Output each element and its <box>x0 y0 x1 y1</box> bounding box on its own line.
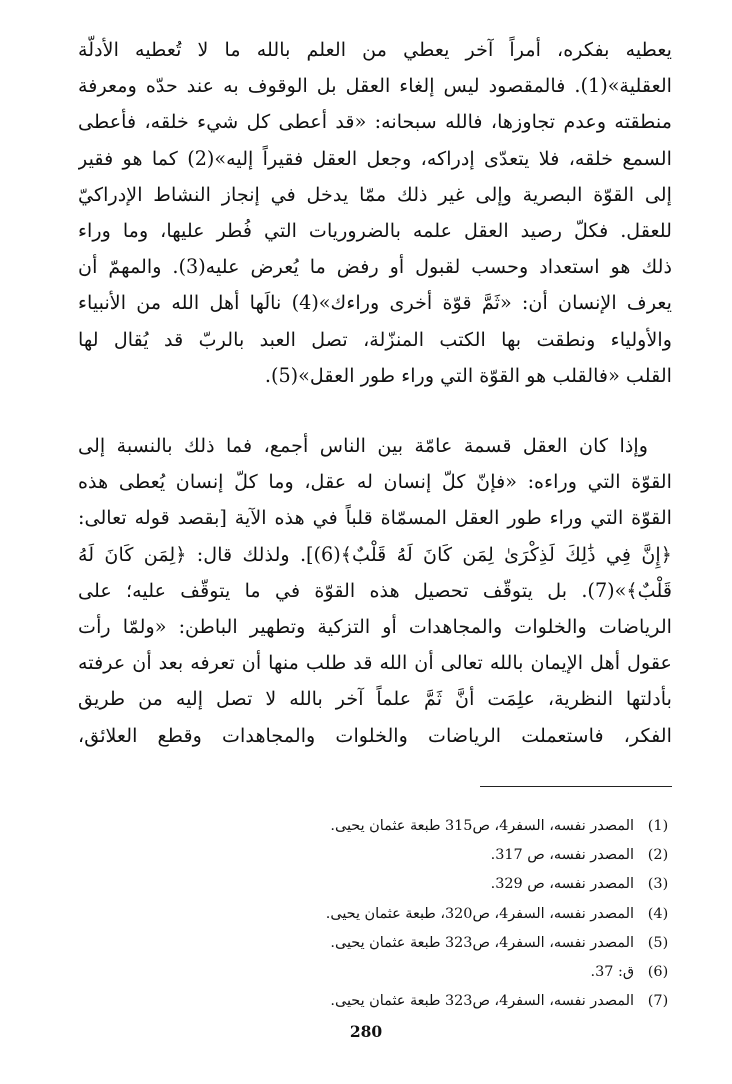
footnote-text: المصدر نفسه، ص 329. <box>490 876 634 893</box>
text-line: للعقل. فكلّ رصيد العقل علمه بالضروريات التي فُطر عليها، وما وراء <box>78 218 672 242</box>
text-line: الفكر، فاستعملت الرياضات والخلوات والمجاهدات وقطع العلائق، <box>78 723 672 747</box>
footnote-text: المصدر نفسه، السفر4، ص323 طبعة عثمان يحيى. <box>330 993 634 1010</box>
text-line: والأولياء ونطقت بها الكتب المنزّلة، تصل العبد بالربّ قد يُقال لها <box>78 327 672 351</box>
footnote-divider <box>480 786 672 787</box>
text-line: العقلية»(1). فالمقصود ليس إلغاء العقل بل الوقوف به عند حدّه ومعرفة <box>78 74 672 98</box>
text-line: القوّة التي وراءه: «فإنّ كلّ إنسان له عقل، وما كلّ إنسان يُعطى هذه <box>78 470 672 494</box>
footnote-item <box>200 841 672 870</box>
footnote-item <box>200 987 672 1016</box>
text-line: القلب «فالقلب هو القوّة التي وراء طور العقل»(5). <box>264 363 672 387</box>
footnote-number: (2) <box>647 847 669 864</box>
footnote-item <box>200 900 672 929</box>
footnote-item <box>200 929 672 958</box>
footnote-text: المصدر نفسه، السفر4، ص323 طبعة عثمان يحيى. <box>330 934 634 951</box>
footnote-number: (5) <box>647 934 669 951</box>
footnote-number: (1) <box>647 818 669 834</box>
text-line: ذلك هو استعداد وحسب لقبول أو رفض ما يُعرض عليه(3). والمهمّ أن <box>78 255 672 279</box>
footnote-number: (3) <box>647 876 669 893</box>
text-line: الرياضات والخلوات والمجاهدات أو التزكية وتطهير الباطن: «ولمّا رأت <box>78 614 672 638</box>
page-number: 280 <box>349 1022 383 1041</box>
paragraph-2 <box>78 428 672 754</box>
footnote-item <box>200 958 672 987</box>
footnote-item <box>200 870 672 899</box>
text-line: منطقته وعدم تجاوزها، فالله سبحانه: «قد أعطى كل شيء خلقه، فأعطى <box>78 110 672 134</box>
paragraph-1 <box>78 32 672 394</box>
footnote-text: المصدر نفسه، السفر4، ص315 طبعة عثمان يحيى. <box>330 818 634 834</box>
text-line: إلى القوّة البصرية وإلى غير ذلك ممّا يدخل في إنجاز النشاط الإدراكيّ <box>78 182 672 206</box>
text-line: السمع خلقه، فلا يتعدّى إدراكه، وجعل العقل فقيراً إليه»(2) كما هو فقير <box>78 146 672 170</box>
text-line: قَلْبٌ﴾»(7). بل يتوقّف تحصيل هذه القوّة في ما يتوقّف عليه؛ على <box>78 578 672 602</box>
footnote-number: (6) <box>647 963 669 980</box>
text-line: ﴿إِنَّ فِي ذَٰلِكَ لَذِكْرَىٰ لِمَن كَانَ لَهُ قَلْبٌ﴾(6)]. ولذلك قال: ﴿لِمَن كَانَ لَهُ <box>78 542 672 566</box>
footnote-item <box>200 812 672 841</box>
text-line: بأدلتها النظرية، علِمَت أنَّ ثَمَّ علماً آخر بالله لا تصل إليه من طريق <box>78 687 672 711</box>
footnote-text: المصدر نفسه، السفر4، ص320، طبعة عثمان يحيى. <box>325 905 634 922</box>
text-line: وإذا كان العقل قسمة عامّة بين الناس أجمع، فما ذلك بالنسبة إلى <box>78 434 648 457</box>
footnote-number: (7) <box>647 993 669 1010</box>
text-line: يعطيه بفكره، أمراً آخر يعطي من العلم بالله ما لا تُعطيه الأدلّة <box>78 38 672 61</box>
text-line: عقول أهل الإيمان بالله تعالى أن الله قد طلب منها أن تعرفه بعد أن عرفته <box>78 651 672 675</box>
footnote-text: ق: 37. <box>590 963 634 980</box>
footnote-number: (4) <box>647 905 669 922</box>
footnotes <box>200 812 672 1016</box>
footnote-text: المصدر نفسه، ص 317. <box>490 847 634 864</box>
text-line: يعرف الإنسان أن: «ثَمَّ قوّة أخرى وراءك»(4) نالَها أهل الله من الأنبياء <box>78 291 672 315</box>
text-line: القوّة التي وراء طور العقل المسمّاة قلباً في هذه الآية [بقصد قوله تعالى: <box>78 506 672 530</box>
